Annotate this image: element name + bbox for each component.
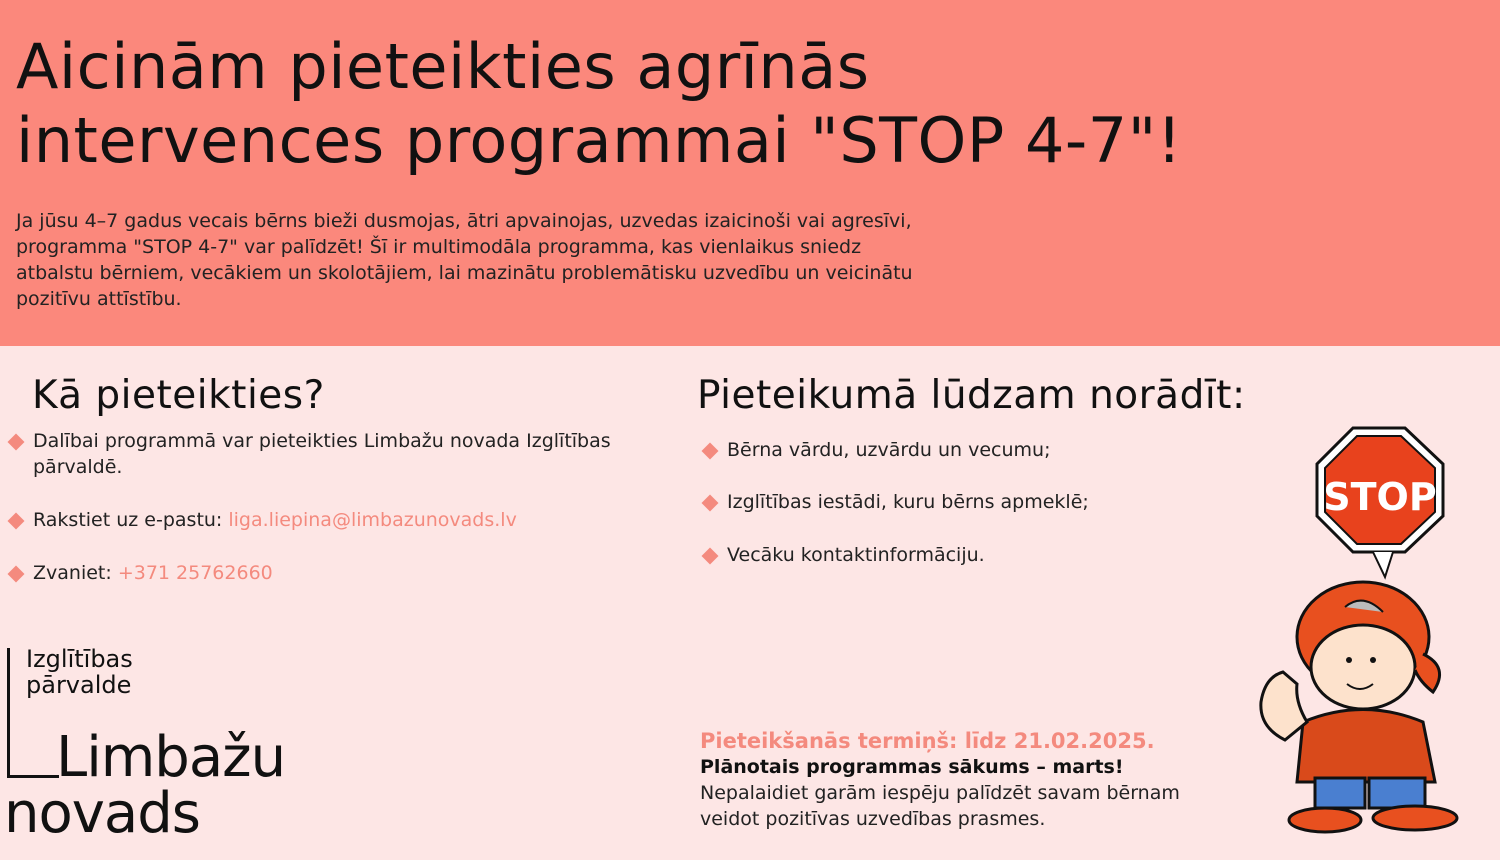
logo-department	[26, 646, 133, 698]
phone-link[interactable]: +371 25762660	[117, 562, 273, 584]
info-item: Bērna vārdu, uzvārdu un vecumu;	[727, 439, 1051, 461]
info-item: Vecāku kontaktinformāciju.	[727, 544, 985, 566]
stop-sign-icon	[1317, 428, 1443, 577]
intro-text: Ja jūsu 4–7 gadus vecais bērns bieži dusmojas, ātri apvainojas, uzvedas izaicinoši vai agresīvi, programma "STOP 4-7" var palīdzēt! Šī ir multimodāla programma, kas vienlaikus sniedz atbalstu bērniem, vecākiem un skolotājiem, lai mazinātu problemātisku uzvedību un veicinātu pozitīvu attīstību.	[16, 210, 913, 310]
apply-item-phone	[33, 560, 673, 586]
apply-item-office: Dalībai programmā var pieteikties Limbažu novada Izglītības pārvaldē.	[33, 430, 611, 478]
deadline-note: Nepalaidiet garām iespēju palīdzēt savam bērnam veidot pozitīvas uzvedības prasmes.	[700, 782, 1180, 830]
title-line-1: Aicinām pieteikties agrīnās	[16, 30, 870, 103]
email-link[interactable]: liga.liepina@limbazunovads.lv	[228, 509, 517, 531]
logo-line-2: pārvalde	[26, 671, 132, 699]
email-label: Rakstiet uz e-pastu:	[33, 509, 229, 531]
phone-label: Zvaniet:	[33, 562, 118, 584]
header-banner	[0, 0, 1500, 346]
info-item: Izglītības iestādi, kuru bērns apmeklē;	[727, 491, 1089, 513]
title-line-2: intervences programmai "STOP 4-7"!	[16, 104, 1183, 177]
logo-underbar	[7, 775, 59, 778]
child-with-stop-sign-icon	[1245, 422, 1485, 842]
deadline-block	[700, 728, 1260, 832]
logo-bar	[7, 648, 10, 778]
logo-municipality: Limbažu	[56, 725, 286, 790]
page-title	[16, 30, 1396, 178]
apply-item-email	[33, 507, 673, 533]
application-info-heading: Pieteikumā lūdzam norādīt:	[697, 373, 1246, 418]
how-to-apply-heading: Kā pieteikties?	[32, 373, 325, 418]
logo-novads: novads	[4, 781, 200, 846]
deadline-date: Pieteikšanās termiņš: līdz 21.02.2025.	[700, 729, 1155, 753]
program-start: Plānotais programmas sākums – marts!	[700, 756, 1124, 778]
stop-sign-text: STOP	[1323, 475, 1437, 519]
logo-line-1: Izglītības	[26, 645, 133, 673]
